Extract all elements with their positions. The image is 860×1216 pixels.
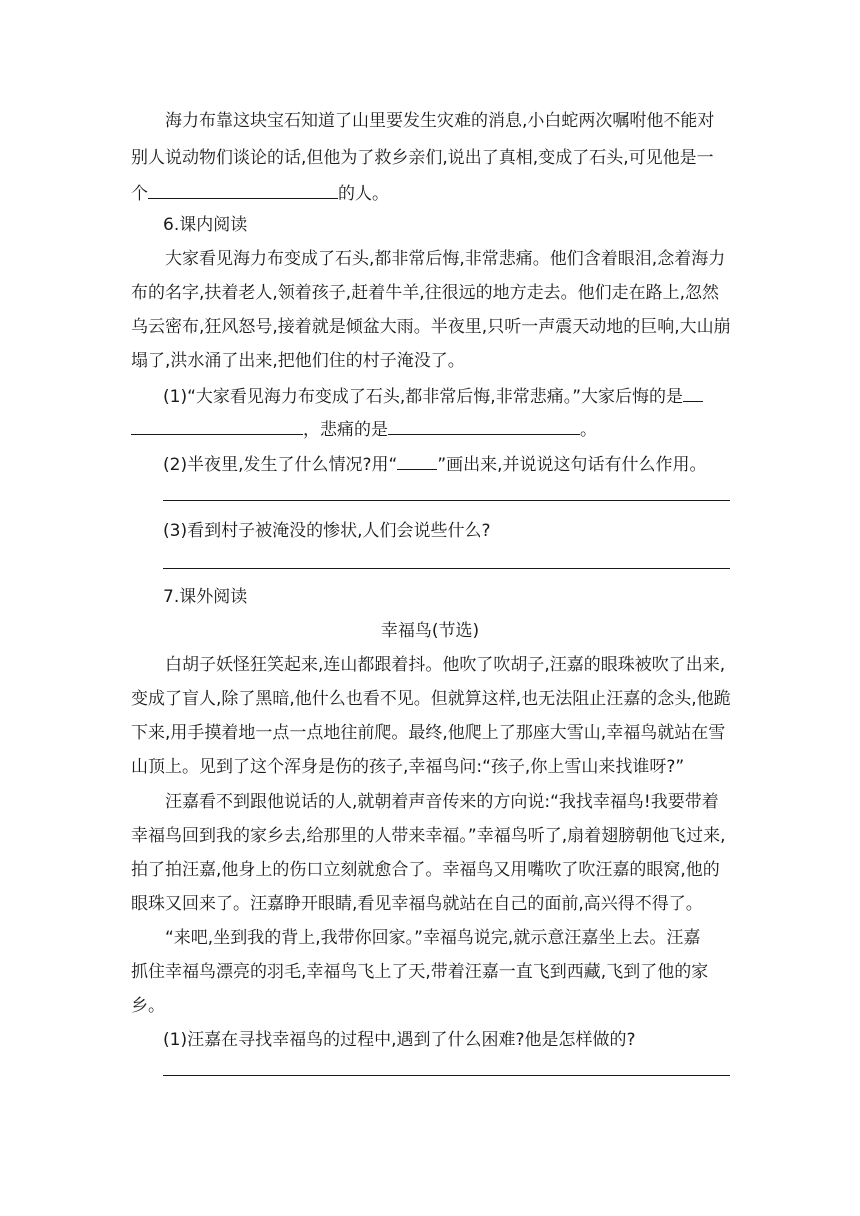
answer-blank[interactable]: [131, 416, 303, 435]
answer-line[interactable]: [163, 500, 730, 501]
answer-line[interactable]: [163, 1075, 730, 1076]
paragraph-line: 别人说动物们谈论的话,但他为了救乡亲们,说出了真相,变成了石头,可见他是一: [131, 148, 714, 168]
question-1: (1)汪嘉在寻找幸福鸟的过程中,遇到了什么困难?他是怎样做的?: [163, 1030, 636, 1050]
paragraph-line: 幸福鸟回到我的家乡去,给那里的人带来幸福。”幸福鸟听了,扇着翅膀朝他飞过来,: [131, 826, 726, 846]
paragraph-line: 乡。: [131, 996, 165, 1016]
passage-title: 幸福鸟(节选): [380, 621, 480, 641]
paragraph-line: 汪嘉看不到跟他说话的人,就朝着声音传来的方向说:“我找幸福鸟!我要带着: [165, 792, 719, 812]
section-heading: 6.课内阅读: [163, 215, 248, 235]
paragraph-line: 乌云密布,狂风怒号,接着就是倾盆大雨。半夜里,只听一声震天动地的巨响,大山崩: [131, 317, 731, 337]
paragraph-line: 抓住幸福鸟漂亮的羽毛,幸福鸟飞上了天,带着汪嘉一直飞到西藏,飞到了他的家: [131, 962, 709, 982]
paragraph-line: 山顶上。见到了这个浑身是伤的孩子,幸福鸟问:“孩子,你上雪山来找谁呀?”: [131, 757, 685, 777]
question-2: [163, 451, 707, 477]
paragraph-line: 白胡子妖怪狂笑起来,连山都跟着抖。他吹了吹胡子,汪嘉的眼珠被吹了出来,: [165, 655, 726, 675]
question-text: (1)“大家看见海力布变成了石头,都非常后悔,非常悲痛。”大家后悔的是: [163, 387, 684, 407]
section-heading: 7.课外阅读: [163, 587, 248, 607]
paragraph-line: 布的名字,扶着老人,领着孩子,赶着牛羊,往很远的地方走去。他们走在路上,忽然: [131, 283, 720, 303]
paragraph-line: 下来,用手摸着地一点一点地往前爬。最终,他爬上了那座大雪山,幸福鸟就站在雪: [131, 723, 726, 743]
question-text: ”画出来,并说说这句话有什么作用。: [437, 455, 707, 475]
paragraph-line: 拍了拍汪嘉,他身上的伤口立刻就愈合了。幸福鸟又用嘴吹了吹汪嘉的眼窝,他的: [131, 860, 720, 880]
answer-blank[interactable]: [683, 383, 703, 402]
underline-sample: [397, 451, 437, 470]
answer-blank[interactable]: [148, 180, 338, 199]
fill-in-prefix: 个: [131, 184, 148, 204]
question-1-continued: [131, 416, 597, 442]
paragraph-line: 眼珠又回来了。汪嘉睁开眼睛,看见幸福鸟就站在自己的面前,高兴得不得了。: [131, 894, 703, 914]
question-text: 。: [580, 420, 597, 440]
answer-blank[interactable]: [388, 416, 580, 435]
paragraph-line: 变成了盲人,除了黑暗,他什么也看不见。但就算这样,也无法阻止汪嘉的念头,他跪: [131, 689, 731, 709]
question-text: ，悲痛的是: [303, 420, 388, 440]
fill-in-line: [131, 180, 389, 206]
paragraph-line: 塌了,洪水涌了出来,把他们住的村子淹没了。: [131, 351, 465, 371]
answer-line[interactable]: [163, 568, 730, 569]
question-text: (2)半夜里,发生了什么情况?用“: [163, 455, 398, 475]
question-3: (3)看到村子被淹没的惨状,人们会说些什么?: [163, 521, 491, 541]
paragraph-line: “来吧,坐到我的背上,我带你回家。”幸福鸟说完,就示意汪嘉坐上去。汪嘉: [165, 928, 701, 948]
paragraph-line: 大家看见海力布变成了石头,都非常后悔,非常悲痛。他们含着眼泪,念着海力: [165, 249, 726, 269]
paragraph-line: 海力布靠这块宝石知道了山里要发生灾难的消息,小白蛇两次嘱咐他不能对: [165, 111, 715, 131]
fill-in-suffix: 的人。: [338, 184, 389, 204]
question-1: [163, 383, 703, 409]
